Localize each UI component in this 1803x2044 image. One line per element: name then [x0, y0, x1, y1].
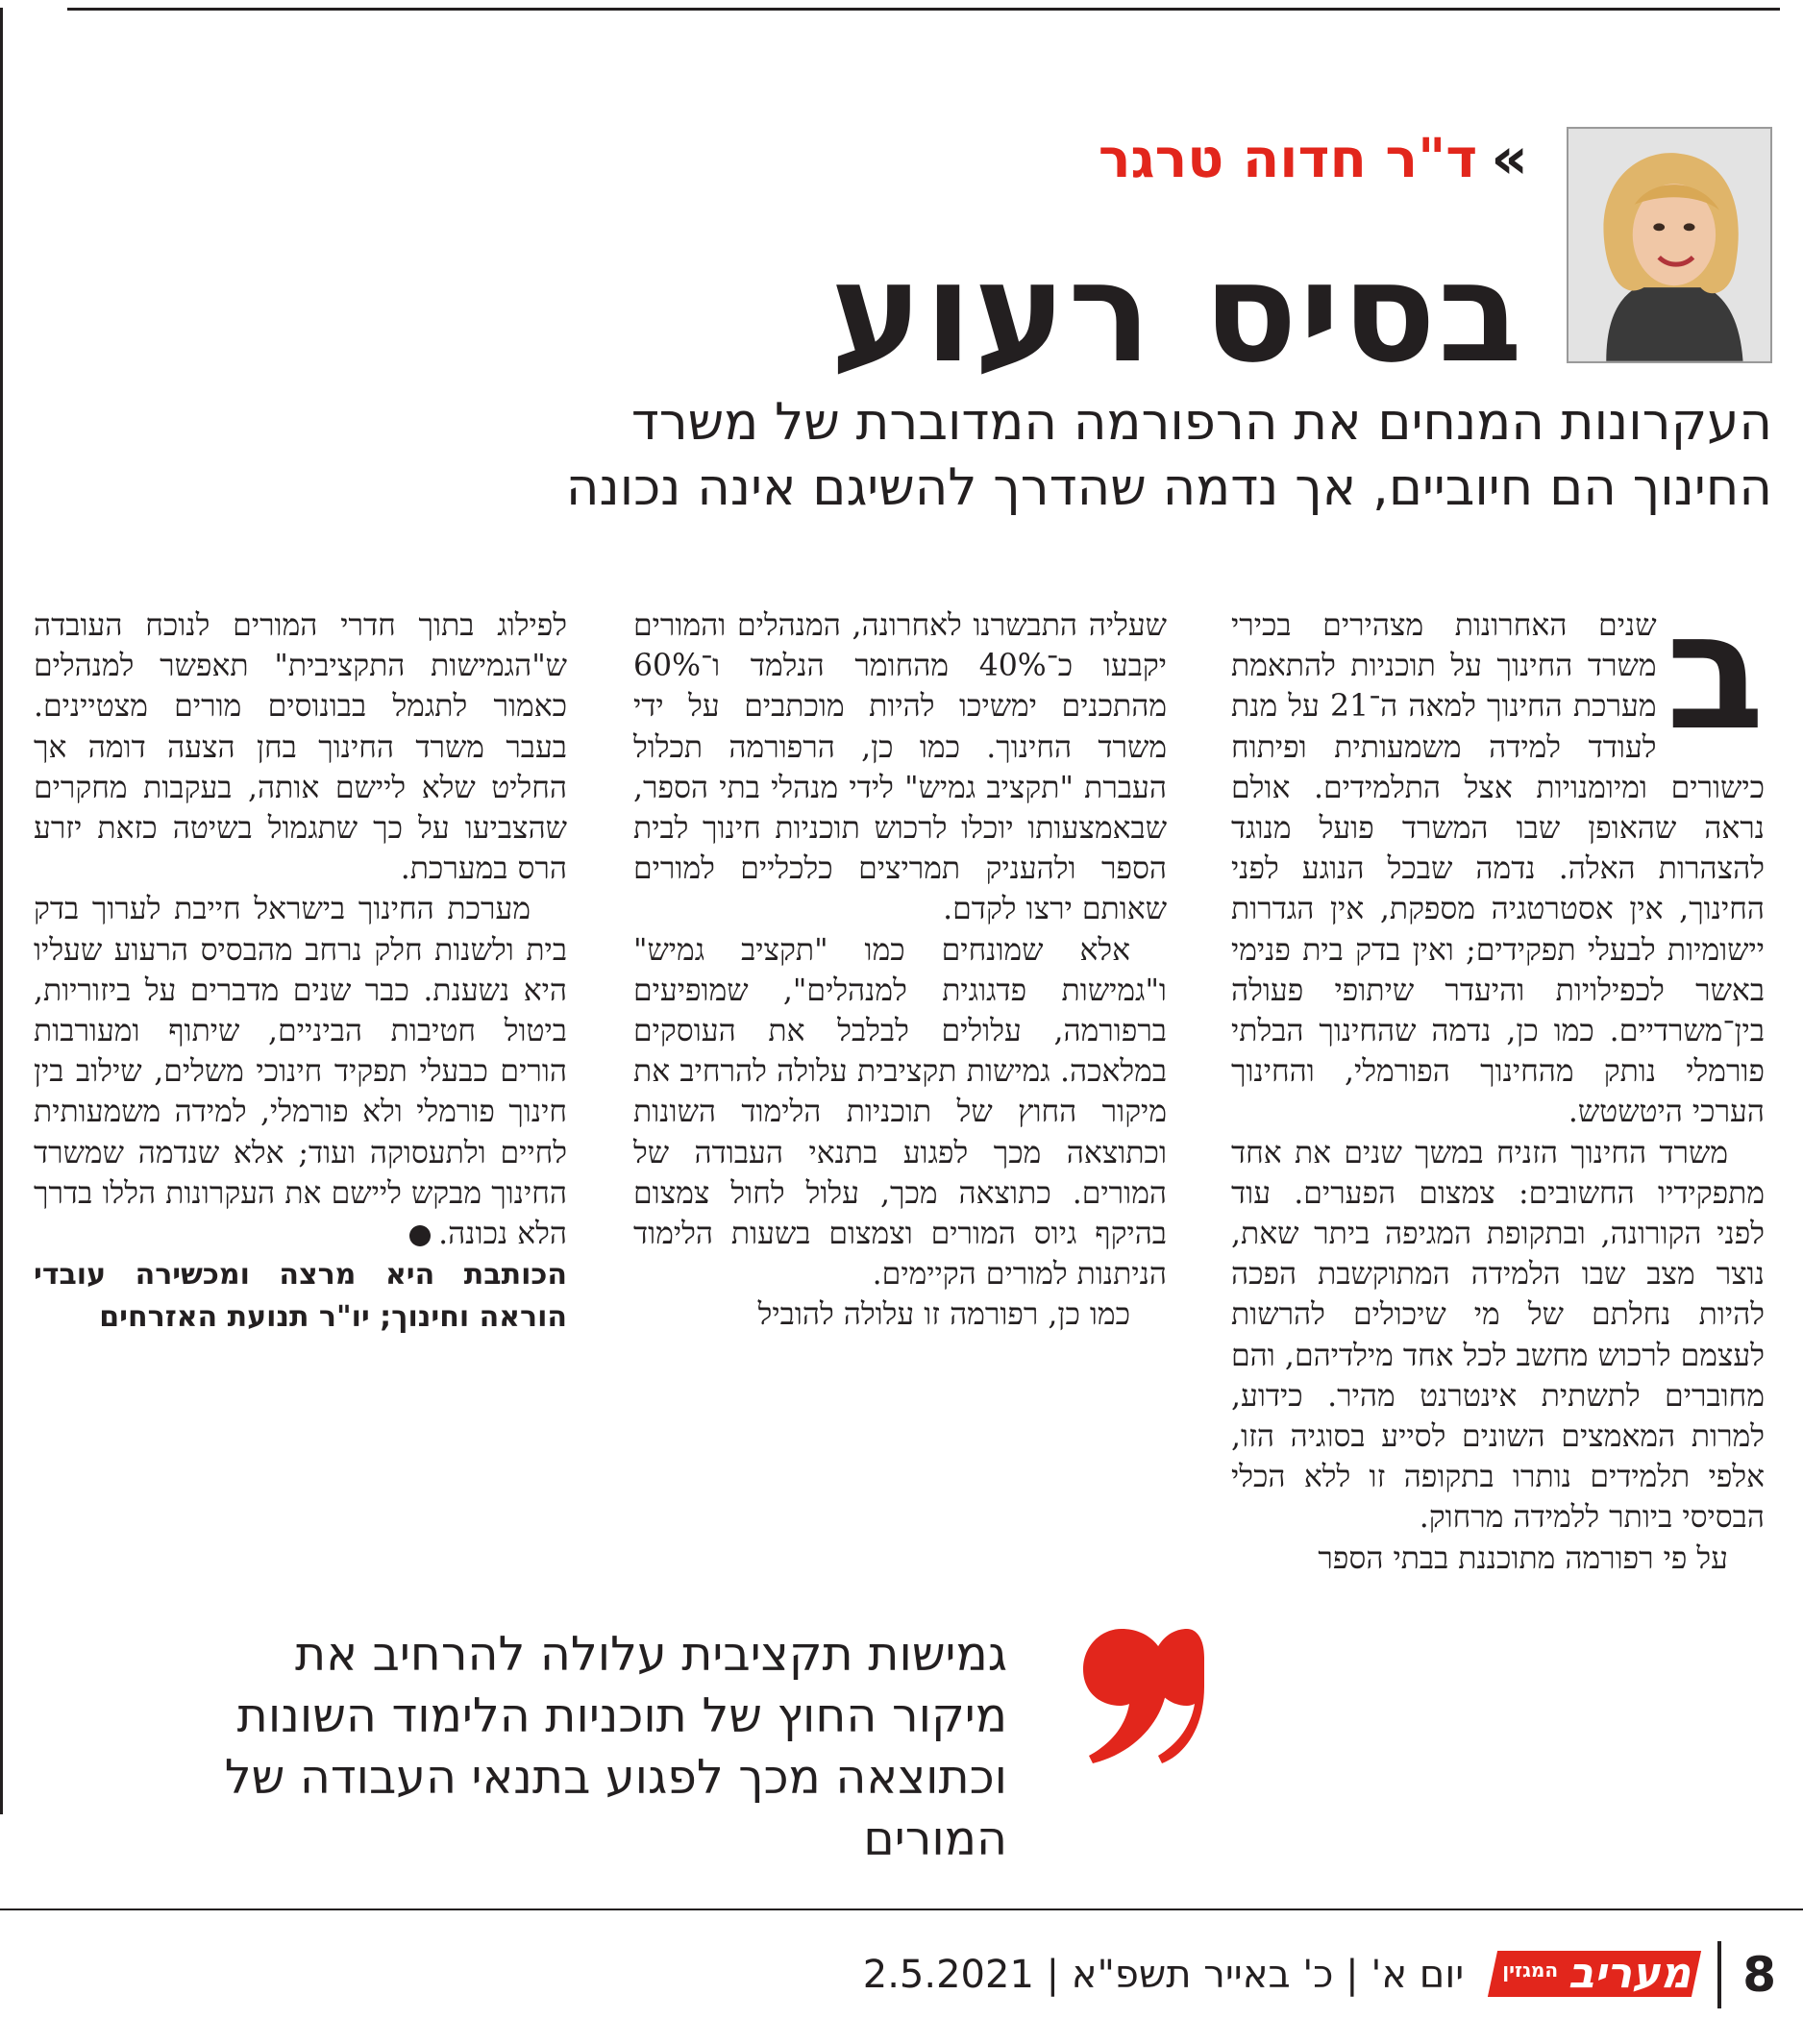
author-portrait-illustration — [1568, 129, 1770, 361]
article-column-1 — [1231, 578, 1765, 1816]
quote-mark-icon — [1033, 1619, 1206, 1763]
paragraph: שנים האחרונות מצהירים בכירי משרד החינוך על תוכניות להתאמת מערכת החינוך למאה ה־21 על מנת לעודד למידה משמעותית ופיתוח כישורים ומיומנויות אצל התלמידים. אולם נראה שהאופן שבו המשרד פועל מנוגד להצהרות האלה. נדמה שבכל הנוגע לפני החינוך, אין אסטרטגיה מספקת, אין הגדרות יישומיות לבעלי תפקידים; ואין בדק בית פנימי באשר לכפילויות והיעדר שיתופי פעולה בין־משרדיים. כמו כן, נדמה שהחינוך הבלתי פורמלי נותק מהחינוך הפורמלי, והחינוך הערכי היטשטש. — [1231, 608, 1765, 1130]
paragraph — [34, 889, 567, 1254]
footer-rule — [0, 1909, 1803, 1910]
footer-date: יום א' | כ' באייר תשפ"א | 2.5.2021 — [862, 1953, 1465, 1997]
author-name: ד"ר חדוה טרגר — [1098, 127, 1478, 190]
double-chevron-icon: » — [1491, 125, 1522, 192]
paragraph: שעליה התבשרנו לאחרונה, המנהלים והמורים יקבעו כ־40% מהחומר הנלמד ו־60% מהתכנים ימשיכו להיות מוכתבים על ידי משרד החינוך. כמו כן, הרפורמה תכלול העברת "תקציב גמיש" לידי מנהלי בתי הספר, שבאמצעותו יוכלו לרכוש תוכניות חינוך לבית הספר ולהעניק תמריצים כלכליים למורים שאותם ירצו לקדם. — [633, 608, 1168, 927]
paragraph: אלא שמונחים כמו "תקציב גמיש" ו"גמישות פדגוגית למנהלים", שמופיעים ברפורמה, עלולים לבלבל את העוסקים במלאכה. גמישות תקציבית עלולה להרחיב את מיקור החוץ של תוכניות הלימוד השונות וכתוצאה מכך לפגוע בתנאי העבודה של המורים. כתוצאה מכך, עלול לחול צמצום בהיקף גיוס המורים וצמצום בשעות הלימוד הניתנות למורים הקיימים. — [633, 932, 1167, 1293]
paragraph: על פי רפורמה מתוכננת בבתי הספר — [1318, 1540, 1728, 1576]
headline: בסיס רעוע — [829, 232, 1524, 393]
top-rule — [67, 8, 1780, 11]
author-bio: הכותבת היא מרצה ומכשירה עובדי הוראה וחינוך; יו"ר תנועת האזרחים — [34, 1258, 567, 1335]
paragraph: משרד החינוך הזניח במשך שנים את אחד מתפקידיו החשובים: צמצום הפערים. עוד לפני הקורונה, ובתקופת המגיפה ביתר שאת, נוצר מצב שבו הלמידה המתוקשבת הפכה להיות נחלתם של מי שיכולים להרשות לעצמם לרכוש מחשב לכל אחד מילדיהם, והם מחוברים לתשתית אינטרנט מהיר. כידוע, למרות המאמצים השונים לסייע בסוגיה הזו, אלפי תלמידים נותרו בתקופה זו ללא הכלי הבסיסי ביותר ללמידה מרחוק. — [1231, 1135, 1765, 1536]
page-number: 8 — [1742, 1947, 1776, 2003]
author-byline — [1099, 125, 1522, 192]
logo-name: מעריב — [1568, 1949, 1692, 1998]
paragraph: כמו כן, רפורמה זו עלולה להוביל — [757, 1297, 1130, 1333]
subheadline: העקרונות המנחים את הרפורמה המדוברת של משרד החינוך הם חיוביים, אך נדמה שהדרך להשיגם אינה נכונה — [565, 393, 1772, 517]
paragraph-text: מערכת החינוך בישראל חייבת לערוך בדק בית ולשנות חלק נרחב מהבסיס הרעוע שעליו היא נשענת. כבר שנים מדברים על ביזוריות, ביטול חטיבות הביניים, שיתוף ומעורבות הורים כבעלי תפקיד חינוכי משלים, שילוב בין חינוך פורמלי ולא פורמלי, למידה משמעותית לחיים ולתעסוקה ועוד; אלא שנדמה שמשרד החינוך מבקש ליישם את העקרונות הללו בדרך הלא נכונה. — [34, 892, 567, 1252]
footer-divider — [1717, 1941, 1721, 2008]
dropcap: ב — [1666, 578, 1765, 766]
paragraph: לפילוג בתוך חדרי המורים לנוכח העובדה ש"הגמישות התקציבית" תאפשר למנהלים כאמור לתגמל בבונוסים מורים מצטיינים. בעבר משרד החינוך בחן הצעה דומה אך החליט שלא ליישם אותה, בעקבות מחקרים שהצביעו על כך שתגמול בשיטה כזאת יזרע הרס במערכת. — [34, 608, 567, 887]
pull-quote: גמישות תקציבית עלולה להרחיב את מיקור החוץ של תוכניות הלימוד השונות וכתוצאה מכך לפגוע בתנאי העבודה של המורים — [224, 1627, 1007, 1866]
author-photo — [1567, 127, 1772, 363]
left-column-rule — [0, 8, 3, 1814]
page-footer — [863, 1941, 1776, 2008]
article-column-3 — [34, 605, 567, 1339]
logo-section-tag: המגזין — [1502, 1958, 1559, 1982]
article-column-2 — [633, 605, 1167, 1336]
end-mark-icon — [409, 1225, 431, 1246]
publication-logo — [1485, 1947, 1696, 2003]
